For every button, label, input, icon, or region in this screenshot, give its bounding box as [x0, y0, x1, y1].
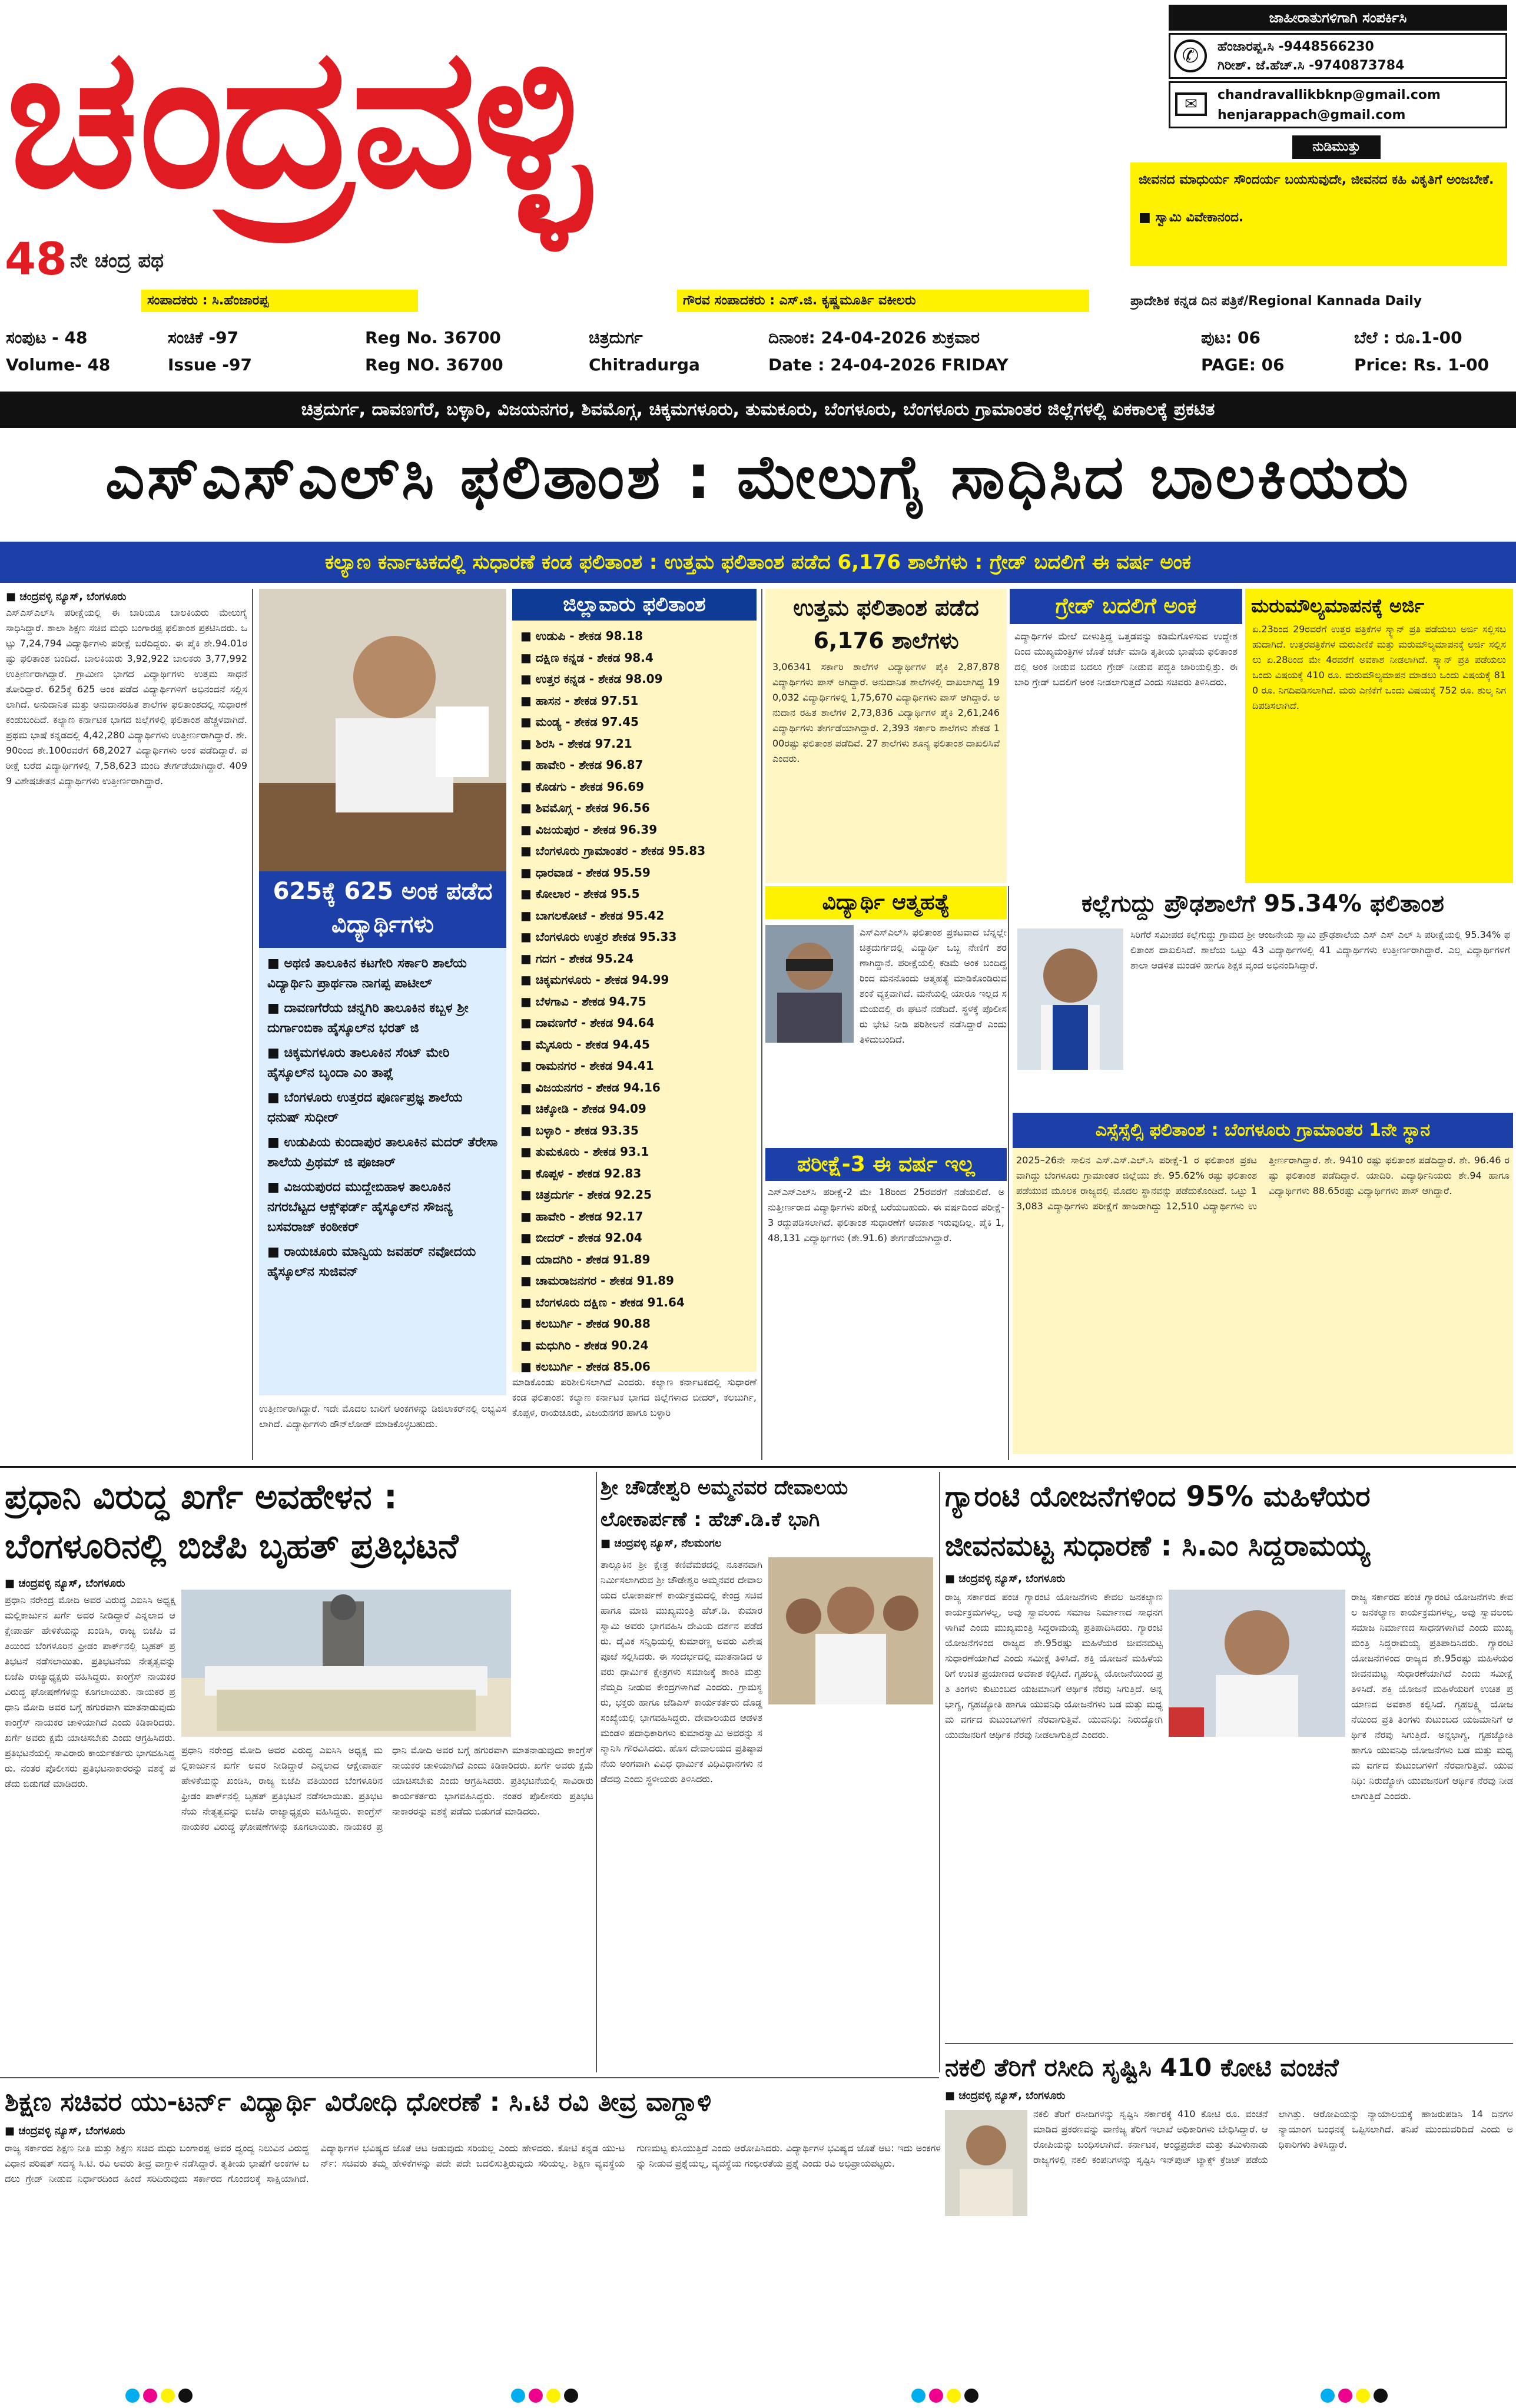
suicide-title: ವಿದ್ಯಾರ್ಥಿ ಆತ್ಮಹತ್ಯೆ — [765, 886, 1007, 919]
color-dots — [0, 2386, 1516, 2406]
revaluation-title: ಮರುಮೌಲ್ಯಮಾಪನಕ್ಕೆ ಅರ್ಜಿ — [1251, 595, 1425, 617]
temple-headline-1: ಶ್ರೀ ಚೌಡೇಶ್ವರಿ ಅಮ್ಮನವರ ದೇವಾಲಯ — [601, 1476, 848, 1500]
district-result-item: ■ ಮಧುಗಿರಿ - ಶೇಕಡ 90.24 — [520, 1338, 649, 1352]
district-result-item: ■ ಕಲಬುರ್ಗಿ - ಶೇಕಡ 85.06 — [520, 1359, 651, 1374]
editor-box: ಸಂಪಾದಕರು : ಸಿ.ಹೆಂಜಾರಪ್ಪ — [141, 290, 418, 312]
district-result-item: ■ ವಿಜಯಪುರ - ಶೇಕಡ 96.39 — [520, 822, 658, 837]
grade-box — [1010, 589, 1242, 883]
topper-item: ■ ರಾಯಚೂರು ಮಾನ್ವಿಯ ಜವಹರ್ ನವೋದಯ ಹೈಸ್ಕೂಲ್‌ನ ಸುಜಿವನ್ — [267, 1245, 476, 1279]
kharge-body: ಪ್ರಧಾನಿ ನರೇಂದ್ರ ಮೋದಿ ಅವರ ವಿರುದ್ಧ ಎಐಸಿಸಿ ಅಧ್ಯಕ್ಷ ಮಲ್ಲಿಕಾರ್ಜುನ ಖರ್ಗೆ ಅವರ ನೀಡಿದ್ದಾರೆ ಎನ್ನಲಾದ ಆಕ್ಷೇಪಾರ್ಹ ಹೇಳಿಕೆಯನ್ನು ಖಂಡಿಸಿ, ರಾಜ್ಯ ಬಿಜೆಪಿ ವತಿಯಿಂದ ಬೆಂಗಳೂರಿನ ಫ್ರೀಡಂ ಪಾರ್ಕ್‌ನಲ್ಲಿ ಬೃಹತ್ ಪ್ರತಿಭಟನೆ ನಡೆಸಲಾಯಿತು. ಪ್ರತಿಭಟನೆಯ ನೇತೃತ್ವವನ್ನು ಬಿಜೆಪಿ ರಾಜ್ಯಾಧ್ಯಕ್ಷರು ವಹಿಸಿದ್ದರು. ಕಾಂಗ್ರೆಸ್ ನಾಯಕರ ವಿರುದ್ಧ ಘೋಷಣೆಗಳನ್ನು ಕೂಗಲಾಯಿತು. ನಾಯಕರ ಪ್ರಧಾನಿ ಮೋದಿ ಅವರ ಬಗ್ಗೆ ಹಗುರವಾಗಿ ಮಾತನಾಡುವುದು ಕಾಂಗ್ರೆಸ್ ನಾಯಕರ ಚಾಳಿಯಾಗಿದೆ ಎಂದು ಕಿಡಿಕಾರಿದರು. ಖರ್ಗೆ ಅವರು ಕ್ಷಮೆ ಯಾಚಿಸಬೇಕು ಎಂದು ಆಗ್ರಹಿಸಿದರು. ಪ್ರತಿಭಟನೆಯಲ್ಲಿ ಸಾವಿರಾರು ಕಾರ್ಯಕರ್ತರು ಭಾಗವಹಿಸಿದ್ದರು. ನಂತರ ಪೊಲೀಸರು ಪ್ರತಿಭಟನಾಕಾರರನ್ನು ವಶಕ್ಕೆ ಪಡೆದು ಬಿಡುಗಡೆ ಮಾಡಿದರು. — [5, 1594, 175, 1789]
best-schools-title: ಉತ್ತಮ ಫಲಿತಾಂಶ ಪಡೆದ 6,176 ಶಾಲೆಗಳು — [793, 595, 979, 654]
district-result-item: ■ ಉಡುಪಿ - ಶೇಕಡ 98.18 — [520, 629, 643, 643]
honorary-editor-box: ಗೌರವ ಸಂಪಾದಕರು : ಎಸ್.ಜಿ. ಕೃಷ್ಣಮೂರ್ತಿ ವಕೀಲರು — [677, 290, 1089, 312]
district-result-item: ■ ಶಿರಸಿ - ಶೇಕಡ 97.21 — [520, 736, 632, 751]
district-result-item: ■ ಹಾವೇರಿ - ಶೇಕಡ 96.87 — [520, 758, 643, 772]
district-result-item: ■ ಬೆಂಗಳೂರು ಗ್ರಾಮಾಂತರ - ಶೇಕಡ 95.83 — [520, 844, 706, 858]
districts-bar: ಚಿತ್ರದುರ್ಗ, ದಾವಣಗೆರೆ, ಬಳ್ಳಾರಿ, ವಿಜಯನಗರ, ಶಿವಮೊಗ್ಗ, ಚಿಕ್ಕಮಗಳೂರು, ತುಮಕೂರು, ಬೆಂಗಳೂರು, ಬೆಂಗಳೂರು ಗ್ರಾಮಾಂತರ ಜಿಲ್ಲೆಗಳಲ್ಲಿ ಏಕಕಾಲಕ್ಕೆ ಪ್ರಕಟಿತ — [0, 392, 1516, 428]
district-result-item: ■ ಚಾಮರಾಜನಗರ - ಶೇಕಡ 91.89 — [520, 1273, 674, 1288]
reg-number-1: Reg No. 36700 — [365, 328, 501, 347]
lead-strap: ಕಲ್ಯಾಣ ಕರ್ನಾಟಕದಲ್ಲಿ ಸುಧಾರಣೆ ಕಂಡ ಫಲಿತಾಂಶ : ಉತ್ತಮ ಫಲಿತಾಂಶ ಪಡೆದ 6,176 ಶಾಲೆಗಳು : ಗ್ರೇಡ್ ಬದಲಿಗೆ ಈ ವರ್ಷ ಅಂಕ — [0, 542, 1516, 583]
lead-body: ಎಸ್‌ಎಸ್‌ಎಲ್‌ಸಿ ಪರೀಕ್ಷೆಯಲ್ಲಿ ಈ ಬಾರಿಯೂ ಬಾಲಕಿಯರು ಮೇಲುಗೈ ಸಾಧಿಸಿದ್ದಾರೆ. ಶಾಲಾ ಶಿಕ್ಷಣ ಸಚಿವ ಮಧು ಬಂಗಾರಪ್ಪ ಫಲಿತಾಂಶ ಪ್ರಕಟಿಸಿದರು. ಒಟ್ಟು 7,24,794 ವಿದ್ಯಾರ್ಥಿಗಳು ಪರೀಕ್ಷೆ ಬರೆದಿದ್ದರು. ಈ ಪೈಕಿ ಶೇ.94.01ರಷ್ಟು ಫಲಿತಾಂಶ ಬಂದಿದೆ. ಬಾಲಕಿಯರು 3,92,922 ಬಾಲಕರು 3,77,992 ಉತ್ತೀರ್ಣರಾಗಿದ್ದಾರೆ. ಗ್ರಾಮೀಣ ಭಾಗದ ವಿದ್ಯಾರ್ಥಿಗಳು ಉತ್ತಮ ಸಾಧನೆ ತೋರಿದ್ದಾರೆ. 625ಕ್ಕೆ 625 ಅಂಕ ಪಡೆದ ವಿದ್ಯಾರ್ಥಿಗಳಿಗೆ ಅಭಿನಂದನೆ ಸಲ್ಲಿಸಲಾಗಿದೆ. ಅನುದಾನಿತ ಮತ್ತು ಅನುದಾನರಹಿತ ಶಾಲೆಗಳ ಫಲಿತಾಂಶದಲ್ಲಿ ಸುಧಾರಣೆ ಕಂಡುಬಂದಿದೆ. ಕಲ್ಯಾಣ ಕರ್ನಾಟಕ ಭಾಗದ ಜಿಲ್ಲೆಗಳಲ್ಲಿ ಫಲಿತಾಂಶ ಹೆಚ್ಚಳವಾಗಿದೆ. ಪ್ರಥಮ ಭಾಷೆ ಕನ್ನಡದಲ್ಲಿ 4,42,280 ವಿದ್ಯಾರ್ಥಿಗಳು ಉತ್ತೀರ್ಣರಾಗಿದ್ದಾರೆ. ಶೇ.90ರಿಂದ ಶೇ.100ರವರೆಗೆ 68,2027 ವಿದ್ಯಾರ್ಥಿಗಳು ಅಂಕ ಪಡೆದಿದ್ದಾರೆ. ಪರೀಕ್ಷೆ ಬರೆದ ವಿದ್ಯಾರ್ಥಿಗಳಲ್ಲಿ 7,58,623 ಮಂದಿ ತೇರ್ಗಡೆಯಾಗಿದ್ದಾರೆ. 4099 ವಿಶೇಷಚೇತನ ವಿದ್ಯಾರ್ಥಿಗಳು ಉತ್ತೀರ್ಣರಾಗಿದ್ದಾರೆ. — [6, 607, 247, 787]
challakere-title: ಕಲ್ಲೆಗುದ್ದು ಪ್ರೌಢಶಾಲೆಗೆ 95.34% ಫಲಿತಾಂಶ — [1082, 890, 1444, 917]
student-photo — [765, 925, 854, 1043]
quote-title: ನುಡಿಮುತ್ತು — [1292, 135, 1381, 159]
district-result-item: ■ ದಕ್ಷಿಣ ಕನ್ನಡ - ಶೇಕಡ 98.4 — [520, 650, 653, 665]
lead-byline: ■ ಚಂದ್ರವಳ್ಳಿ ನ್ಯೂಸ್, ಬೆಂಗಳೂರು — [6, 591, 127, 603]
fraud-headline: ನಕಲಿ ತೆರಿಗೆ ರಸೀದಿ ಸೃಷ್ಟಿಸಿ 410 ಕೋಟಿ ವಂಚನೆ — [945, 2053, 1339, 2082]
suicide-box — [765, 886, 1007, 1145]
exam3-title: ಪರೀಕ್ಷೆ-3 ಈ ವರ್ಷ ಇಲ್ಲ — [765, 1148, 1007, 1181]
topper-item: ■ ಚಿಕ್ಕಮಗಳೂರು ತಾಲೂಕಿನ ಸೆಂಟ್ ಮೇರಿ ಹೈಸ್ಕೂಲ್‌ನ ಬೃಂದಾ ಎಂ ತಾಪ್ಲೆ — [267, 1046, 450, 1080]
issue-kn: ಸಂಚಿಕೆ -97 — [168, 328, 239, 347]
district-result-item: ■ ಯಾದಗಿರಿ - ಶೇಕಡ 91.89 — [520, 1252, 651, 1266]
toppers-title: 625ಕ್ಕೆ 625 ಅಂಕ ಪಡೆದ ವಿದ್ಯಾರ್ಥಿಗಳು — [259, 871, 506, 948]
kharge-headline-2: ಬೆಂಗಳೂರಿನಲ್ಲಿ ಬಿಜೆಪಿ ಬೃಹತ್ ಪ್ರತಿಭಟನೆ — [5, 1526, 459, 1566]
district-result-item: ■ ದಾವಣಗೆರೆ - ಶೇಕಡ 94.64 — [520, 1016, 655, 1030]
temple-photo — [768, 1557, 933, 1704]
district-results — [512, 589, 757, 1372]
volume-en: Volume- 48 — [6, 355, 111, 374]
grade-title: ಗ್ರೇಡ್ ಬದಲಿಗೆ ಅಂಕ — [1010, 589, 1242, 624]
district-result-item: ■ ಕೋಲಾರ - ಶೇಕಡ 95.5 — [520, 887, 640, 901]
district-result-item: ■ ಕೊಪ್ಪಳ - ಶೇಕಡ 92.83 — [520, 1166, 642, 1180]
district-result-item: ■ ಕೊಡಗು - ಶೇಕಡ 96.69 — [520, 779, 645, 794]
minister-photo — [259, 589, 506, 871]
guarantee-headline-2: ಜೀವನಮಟ್ಟ ಸುಧಾರಣೆ : ಸಿ.ಎಂ ಸಿದ್ದರಾಮಯ್ಯ — [945, 1530, 1370, 1563]
email-icon: ✉ — [1175, 92, 1207, 116]
kharge-headline-1: ಪ್ರಧಾನಿ ವಿರುದ್ಧ ಖರ್ಗೆ ಅವಹೇಳನ : — [5, 1477, 397, 1517]
contact-phone-2: ಗಿರೀಶ್. ಜೆ.ಹೆಚ್.ಸಿ -9740873784 — [1218, 58, 1405, 73]
grade-body: ವಿದ್ಯಾರ್ಥಿಗಳ ಮೇಲೆ ಬೀಳುತ್ತಿದ್ದ ಒತ್ತಡವನ್ನು ಕಡಿಮೆಗೊಳಿಸುವ ಉದ್ದೇಶದಿಂದ ಮುಖ್ಯಮಂತ್ರಿಗಳ ಜೊತೆ ಚರ್ಚೆ ಮಾಡಿ ತೃತೀಯ ಭಾಷೆಯ ಫಲಿತಾಂಶದಲ್ಲಿ ಅಂಕ ನೀಡುವ ಬದಲು ಗ್ರೇಡ್ ನೀಡುವ ಪದ್ಧತಿ ಜಾರಿಯಲ್ಲಿತ್ತು. ಈ ಬಾರಿ ಗ್ರೇಡ್ ಬದಲಿಗೆ ಅಂಕ ನೀಡಲಾಗುತ್ತದೆ ಎಂದು ಸಚಿವರು ತಿಳಿಸಿದರು. — [1014, 631, 1238, 688]
kharge-body-cont — [181, 1743, 593, 2069]
edition-count: 48 — [5, 233, 67, 285]
rural-body: 2025–26ನೇ ಸಾಲಿನ ಎಸ್.ಎಸ್.ಎಲ್.ಸಿ ಪರೀಕ್ಷೆ-1 ರ ಫಲಿತಾಂಶ ಪ್ರಕಟವಾಗಿದ್ದು ಬೆಂಗಳೂರು ಗ್ರಾಮಾಂತರ ಜಿಲ್ಲೆಯು ಶೇ. 95.62% ರಷ್ಟು ಫಲಿತಾಂಶ ಪಡೆಯುವ ಮೂಲಕ ರಾಜ್ಯದಲ್ಲಿ ಮೊದಲ ಸ್ಥಾನವನ್ನು ಪಡೆದುಕೊಂಡಿದೆ. ಒಟ್ಟು 13,083 ವಿದ್ಯಾರ್ಥಿಗಳು ಪರೀಕ್ಷೆಗೆ ಹಾಜರಾಗಿದ್ದು 12,510 ವಿದ್ಯಾರ್ಥಿಗಳು ಉತ್ತೀರ್ಣರಾಗಿದ್ದಾರೆ. ಶೇ. 9410 ರಷ್ಟು ಫಲಿತಾಂಶ ಪಡೆದಿದ್ದಾರೆ. ಶೇ. 96.46 ರಷ್ಟು ಫಲಿತಾಂಶ ಪಡೆದಿದ್ದಾರೆ. ಯಾದಿರಿ. ವಿದ್ಯಾರ್ಥಿನಿಯರು ಶೇ.94 ಹಾಗೂ ವಿದ್ಯಾರ್ಥಿಗಳು 88.65ರಷ್ಟು ವಿದ್ಯಾರ್ಥಿಗಳು ಪಾಸ್ ಆಗಿದ್ದಾರೆ. — [1013, 1148, 1513, 1454]
topper-item: ■ ಅಥಣಿ ತಾಲೂಕಿನ ಕಟಗೇರಿ ಸರ್ಕಾರಿ ಶಾಲೆಯ ವಿದ್ಯಾರ್ಥಿನಿ ಪ್ರಾರ್ಥನಾ ನಾಗಪ್ಪ ಪಾಟೀಲ್ — [267, 956, 467, 991]
toppers-box — [259, 871, 506, 1395]
city-kn: ಚಿತ್ರದುರ್ಗ — [589, 328, 643, 347]
quote-author-name: ಸ್ವಾಮಿ ವಿವೇಕಾನಂದ. — [1155, 210, 1244, 225]
best-schools — [765, 589, 1007, 883]
regional-label: ಪ್ರಾದೇಶಿಕ ಕನ್ನಡ ದಿನ ಪತ್ರಿಕೆ/Regional Kannada Daily — [1130, 294, 1422, 309]
fraud-body: ನಕಲಿ ತೆರಿಗೆ ರಸೀದಿಗಳನ್ನು ಸೃಷ್ಟಿಸಿ ಸರ್ಕಾರಕ್ಕೆ 410 ಕೋಟಿ ರೂ. ವಂಚನೆ ಮಾಡಿದ ಪ್ರಕರಣವನ್ನು ವಾಣಿಜ್ಯ ತೆರಿಗೆ ಇಲಾಖೆ ಅಧಿಕಾರಿಗಳು ಬೇಧಿಸಿದ್ದಾರೆ. ಆರೋಪಿಯನ್ನು ಬಂಧಿಸಲಾಗಿದೆ. ಕರ್ನಾಟಕ, ಆಂಧ್ರಪ್ರದೇಶ ಮತ್ತು ತಮಿಳುನಾಡು ರಾಜ್ಯಗಳಲ್ಲಿ ನಕಲಿ ಕಂಪನಿಗಳನ್ನು ಸೃಷ್ಟಿಸಿ ಇನ್‌ಪುಟ್ ಟ್ಯಾಕ್ಸ್ ಕ್ರೆಡಿಟ್ ಪಡೆಯಲಾಗಿತ್ತು. ಆರೋಪಿಯನ್ನು ನ್ಯಾಯಾಲಯಕ್ಕೆ ಹಾಜರುಪಡಿಸಿ 14 ದಿನಗಳ ನ್ಯಾಯಾಂಗ ಬಂಧನಕ್ಕೆ ಒಪ್ಪಿಸಲಾಗಿದೆ. ತನಿಖೆ ಮುಂದುವರಿದಿದೆ ಎಂದು ಅಧಿಕಾರಿಗಳು ತಿಳಿಸಿದ್ದಾರೆ. — [1033, 2108, 1513, 2165]
guarantee-headline-1: ಗ್ಯಾರಂಟಿ ಯೋಜನೆಗಳಿಂದ 95% ಮಹಿಳೆಯರ — [945, 1480, 1371, 1513]
issue-en: Issue -97 — [168, 355, 253, 374]
district-result-item: ■ ಬೆಂಗಳೂರು ದಕ್ಷಿಣ - ಶೇಕಡ 91.64 — [520, 1295, 685, 1309]
contact-phone-1: ಹೆಂಜಾರಪ್ಪ.ಸಿ -9448566230 — [1218, 39, 1374, 54]
kharge-body-text: ಪ್ರಧಾನಿ ನರೇಂದ್ರ ಮೋದಿ ಅವರ ವಿರುದ್ಧ ಎಐಸಿಸಿ ಅಧ್ಯಕ್ಷ ಮಲ್ಲಿಕಾರ್ಜುನ ಖರ್ಗೆ ಅವರ ನೀಡಿದ್ದಾರೆ ಎನ್ನಲಾದ ಆಕ್ಷೇಪಾರ್ಹ ಹೇಳಿಕೆಯನ್ನು ಖಂಡಿಸಿ, ರಾಜ್ಯ ಬಿಜೆಪಿ ವತಿಯಿಂದ ಬೆಂಗಳೂರಿನ ಫ್ರೀಡಂ ಪಾರ್ಕ್‌ನಲ್ಲಿ ಬೃಹತ್ ಪ್ರತಿಭಟನೆ ನಡೆಸಲಾಯಿತು. ಪ್ರತಿಭಟನೆಯ ನೇತೃತ್ವವನ್ನು ಬಿಜೆಪಿ ರಾಜ್ಯಾಧ್ಯಕ್ಷರು ವಹಿಸಿದ್ದರು. ಕಾಂಗ್ರೆಸ್ ನಾಯಕರ ವಿರುದ್ಧ ಘೋಷಣೆಗಳನ್ನು ಕೂಗಲಾಯಿತು. ನಾಯಕರ ಪ್ರಧಾನಿ ಮೋದಿ ಅವರ ಬಗ್ಗೆ ಹಗುರವಾಗಿ ಮಾತನಾಡುವುದು ಕಾಂಗ್ರೆಸ್ ನಾಯಕರ ಚಾಳಿಯಾಗಿದೆ ಎಂದು ಕಿಡಿಕಾರಿದರು. ಖರ್ಗೆ ಅವರು ಕ್ಷಮೆ ಯಾಚಿಸಬೇಕು ಎಂದು ಆಗ್ರಹಿಸಿದರು. ಪ್ರತಿಭಟನೆಯಲ್ಲಿ ಸಾವಿರಾರು ಕಾರ್ಯಕರ್ತರು ಭಾಗವಹಿಸಿದ್ದರು. ನಂತರ ಪೊಲೀಸರು ಪ್ರತಿಭಟನಾಕಾರರನ್ನು ವಶಕ್ಕೆ ಪಡೆದು ಬಿಡುಗಡೆ ಮಾಡಿದರು. — [181, 1744, 593, 1832]
topper-item: ■ ವಿಜಯಪುರದ ಮುದ್ದೇಬಿಹಾಳ ತಾಲೂಕಿನ ನಗರಬೆಟ್ಟದ ಆಕ್ಸ್‌ಫರ್ಡ್ ಹೈಸ್ಕೂಲ್‌ನ ಸೌಜನ್ಯ ಬಸವರಾಜ್ ಕಂಠೀಕರ್ — [267, 1180, 453, 1235]
ravi-headline: ಶಿಕ್ಷಣ ಸಚಿವರ ಯು-ಟರ್ನ್ ವಿದ್ಯಾರ್ಥಿ ವಿರೋಧಿ ಧೋರಣೆ : ಸಿ.ಟಿ ರವಿ ತೀವ್ರ ವಾಗ್ದಾಳಿ — [5, 2087, 712, 2117]
date-en: Date : 24-04-2026 FRIDAY — [768, 355, 1009, 374]
rural-title: ಎಸ್ಸೆಸ್ಸೆಲ್ಸಿ ಫಲಿತಾಂಶ : ಬೆಂಗಳೂರು ಗ್ರಾಮಾಂತರ 1ನೇ ಸ್ಥಾನ — [1013, 1113, 1513, 1148]
district-result-item: ■ ಚಿಕ್ಕೋಡಿ - ಶೇಕಡ 94.09 — [520, 1102, 646, 1116]
masthead-title: ಚಂದ್ರವಳ್ಳಿ — [6, 5, 588, 231]
date-kn: ದಿನಾಂಕ: 24-04-2026 ಶುಕ್ರವಾರ — [768, 328, 980, 347]
ravi-article — [5, 2082, 941, 2382]
fraud-article — [945, 2048, 1513, 2383]
district-result-item: ■ ಮೈಸೂರು - ಶೇಕಡ 94.45 — [520, 1037, 650, 1052]
district-result-item: ■ ಉತ್ತರ ಕನ್ನಡ - ಶೇಕಡ 98.09 — [520, 672, 663, 686]
district-results-footer: ಮಾಡಿಕೊಂಡು ಪರಿಶೀಲಿಸಲಾಗಿದೆ ಎಂದರು. ಕಲ್ಯಾಣ ಕರ್ನಾಟಕದಲ್ಲಿ ಸುಧಾರಣೆ ಕಂಡ ಫಲಿತಾಂಶ: ಕಲ್ಯಾಣ ಕರ್ನಾಟಕ ಭಾಗದ ಜಿಲ್ಲೆಗಳಾದ ಬೀದರ್, ಕಲಬುರ್ಗಿ, ಕೊಪ್ಪಳ, ರಾಯಚೂರು, ವಿಜಯನಗರ ಹಾಗೂ ಬಳ್ಳಾರಿ — [512, 1377, 757, 1418]
temple-body: ತಾಲ್ಲೂಕಿನ ಶ್ರೀ ಕ್ಷೇತ್ರ ಕಣಿವೆಮಠದಲ್ಲಿ ನೂತನವಾಗಿ ನಿರ್ಮಿಸಲಾಗಿರುವ ಶ್ರೀ ಚೌಡೇಶ್ವರಿ ಅಮ್ಮನವರ ದೇವಾಲಯದ ಲೋಕಾರ್ಪಣೆ ಕಾರ್ಯಕ್ರಮದಲ್ಲಿ ಕೇಂದ್ರ ಸಚಿವ ಹಾಗೂ ಮಾಜಿ ಮುಖ್ಯಮಂತ್ರಿ ಹೆಚ್.ಡಿ. ಕುಮಾರಸ್ವಾಮಿ ಅವರು ಭಾಗವಹಿಸಿ ದೇವಿಯ ದರ್ಶನ ಪಡೆದರು. ದೈವಿಕ ಸನ್ನಿಧಿಯಲ್ಲಿ ಕುಮಾರಣ್ಣ ಅವರು ವಿಶೇಷ ಪೂಜೆ ಸಲ್ಲಿಸಿದರು. ಈ ಸಂದರ್ಭದಲ್ಲಿ ಮಾತನಾಡಿದ ಅವರು ಧಾರ್ಮಿಕ ಕ್ಷೇತ್ರಗಳು ಸಮಾಜಕ್ಕೆ ಶಾಂತಿ ಮತ್ತು ನೆಮ್ಮದಿ ನೀಡುವ ಕೇಂದ್ರಗಳಾಗಿವೆ ಎಂದರು. ಗ್ರಾಮಸ್ಥರು, ಭಕ್ತರು ಹಾಗೂ ಜೆಡಿಎಸ್ ಕಾರ್ಯಕರ್ತರು ದೊಡ್ಡ ಸಂಖ್ಯೆಯಲ್ಲಿ ಭಾಗವಹಿಸಿದ್ದರು. ದೇವಾಲಯದ ಆಡಳಿತ ಮಂಡಳಿ ಪದಾಧಿಕಾರಿಗಳು ಕುಮಾರಸ್ವಾಮಿ ಅವರನ್ನು ಸನ್ಮಾನಿಸಿ ಗೌರವಿಸಿದರು. ಹೊಸ ದೇವಾಲಯದ ಪ್ರತಿಷ್ಠಾಪನೆಯ ಅಂಗವಾಗಿ ವಿವಿಧ ಧಾರ್ಮಿಕ ವಿಧಿವಿಧಾನಗಳು ನಡೆದವು ಎಂದು ಸ್ಥಳೀಯರು ತಿಳಿಸಿದರು. — [601, 1559, 762, 1785]
kharge-article — [5, 1472, 593, 2072]
district-result-item: ■ ತುಮಕೂರು - ಶೇಕಡ 93.1 — [520, 1145, 649, 1159]
lead-article — [6, 589, 247, 1460]
info-row — [0, 321, 1516, 387]
district-result-item: ■ ರಾಮನಗರ - ಶೇಕಡ 94.41 — [520, 1059, 654, 1073]
quote-text: ಜೀವನದ ಮಾಧುರ್ಯ ಸೌಂದರ್ಯ ಬಯಸುವುದೇ, ಜೀವನದ ಕಹಿ ವಿಕೃತಿಗೆ ಅಂಜಬೇಕೆ. — [1139, 173, 1494, 187]
district-result-item: ■ ಚಿತ್ರದುರ್ಗ - ಶೇಕಡ 92.25 — [520, 1188, 652, 1202]
suicide-body: ಎಸ್‌ಎಸ್‌ಎಲ್‌ಸಿ ಫಲಿತಾಂಶ ಪ್ರಕಟವಾದ ಬೆನ್ನಲ್ಲೇ ಚಿತ್ರದುರ್ಗದಲ್ಲಿ ವಿದ್ಯಾರ್ಥಿ ಒಬ್ಬ ನೇಣಿಗೆ ಶರಣಾಗಿದ್ದಾನೆ. ಪರೀಕ್ಷೆಯಲ್ಲಿ ಕಡಿಮೆ ಅಂಕ ಬಂದಿದ್ದರಿಂದ ಮನನೊಂದು ಆತ್ಮಹತ್ಯೆ ಮಾಡಿಕೊಂಡಿರುವ ಶಂಕೆ ವ್ಯಕ್ತವಾಗಿದೆ. ಮನೆಯಲ್ಲಿ ಯಾರೂ ಇಲ್ಲದ ಸಮಯದಲ್ಲಿ ಈ ಘಟನೆ ನಡೆದಿದೆ. ಸ್ಥಳಕ್ಕೆ ಪೊಲೀಸರು ಭೇಟಿ ನೀಡಿ ಪರಿಶೀಲನೆ ನಡೆಸಿದ್ದಾರೆ ಎಂದು ತಿಳಿದುಬಂದಿದೆ. — [860, 927, 1007, 1045]
protest-photo — [181, 1590, 511, 1737]
whatsapp-icon: ✆ — [1174, 39, 1207, 72]
temple-headline-2: ಲೋಕಾರ್ಪಣೆ : ಹೆಚ್.ಡಿ.ಕೆ ಭಾಗಿ — [601, 1508, 820, 1531]
district-result-item: ■ ಧಾರವಾಡ - ಶೇಕಡ 95.59 — [520, 865, 651, 880]
district-result-item: ■ ಕಲಬುರ್ಗಿ - ಶೇಕಡ 90.88 — [520, 1316, 651, 1331]
topper-item: ■ ಉಡುಪಿಯ ಕುಂದಾಪುರ ತಾಲೂಕಿನ ಮದರ್ ತೆರೇಸಾ ಶಾಲೆಯ ಪ್ರಿಥಮ್ ಜಿ ಪೂಜಾರ್ — [267, 1135, 498, 1170]
district-result-item: ■ ಹಾವೇರಿ - ಶೇಕಡ 92.17 — [520, 1209, 643, 1223]
ravi-body: ರಾಜ್ಯ ಸರ್ಕಾರದ ಶಿಕ್ಷಣ ನೀತಿ ಮತ್ತು ಶಿಕ್ಷಣ ಸಚಿವ ಮಧು ಬಂಗಾರಪ್ಪ ಅವರ ದ್ವಂದ್ವ ನಿಲುವಿನ ವಿರುದ್ಧ ವಿಧಾನ ಪರಿಷತ್ ಸದಸ್ಯ ಸಿ.ಟಿ. ರವಿ ಅವರು ತೀವ್ರ ವಾಗ್ದಾಳಿ ನಡೆಸಿದ್ದಾರೆ. ತೃತೀಯ ಭಾಷೆಗೆ ಅಂಕಗಳ ಬದಲು ಗ್ರೇಡ್ ನೀಡುವ ನಿರ್ಧಾರದಿಂದ ಹಿಂದೆ ಸರಿದಿರುವುದು ಸರ್ಕಾರದ ಗೊಂದಲಕ್ಕೆ ಸಾಕ್ಷಿಯಾಗಿದೆ. ವಿದ್ಯಾರ್ಥಿಗಳ ಭವಿಷ್ಯದ ಜೊತೆ ಆಟ ಆಡುವುದು ಸರಿಯಲ್ಲ ಎಂದು ಹೇಳಿದರು. ಕೋಟಿ ಕನ್ನಡ ಯು-ಟರ್ನ್: ಸಚಿವರು ತಮ್ಮ ಹೇಳಿಕೆಗಳನ್ನು ಪದೇ ಪದೇ ಬದಲಿಸುತ್ತಿರುವುದು ಸರಿಯಲ್ಲ. ಶಿಕ್ಷಣ ವ್ಯವಸ್ಥೆಯ ಗುಣಮಟ್ಟ ಕುಸಿಯುತ್ತಿದೆ ಎಂದು ಆರೋಪಿಸಿದರು. ವಿದ್ಯಾರ್ಥಿಗಳ ಭವಿಷ್ಯದ ಜೊತೆ ಆಟ: ಇದು ಅಂಕಗಳನ್ನು ನೀಡುವ ಪ್ರಶ್ನೆಯಲ್ಲ, ವ್ಯವಸ್ಥೆಯ ಗಂಭೀರತೆಯ ಪ್ರಶ್ನೆ ಎಂದು ರವಿ ಅಭಿಪ್ರಾಯಪಟ್ಟರು. — [5, 2142, 941, 2184]
exam3-box — [765, 1148, 1007, 1460]
rural-box — [1013, 1113, 1513, 1460]
registration-marks — [0, 2386, 1516, 2406]
page-kn: ಪುಟ: 06 — [1201, 328, 1260, 347]
ravi-byline: ■ ಚಂದ್ರವಳ್ಳಿ ನ್ಯೂಸ್, ಬೆಂಗಳೂರು — [5, 2125, 125, 2137]
revaluation-body: ಏ.23ರಿಂದ 29ರವರೆಗೆ ಉತ್ತರ ಪತ್ರಿಕೆಗಳ ಸ್ಕ್ಯಾನ್ ಪ್ರತಿ ಪಡೆಯಲು ಅರ್ಜಿ ಸಲ್ಲಿಸಬಹುದಾಗಿದೆ. ಉತ್ತರಪತ್ರಿಕೆಗಳ ಮರುಎಣಿಕೆ ಮತ್ತು ಮರುಮೌಲ್ಯಮಾಪನಕ್ಕೆ ಅರ್ಜಿ ಸಲ್ಲಿಸಲು ಏ.28ರಿಂದ ಮೇ 4ರವರೆಗೆ ಅವಕಾಶ ನೀಡಲಾಗಿದೆ. ಸ್ಕ್ಯಾನ್ ಪ್ರತಿ ಪಡೆಯಲು ಒಂದು ವಿಷಯಕ್ಕೆ 410 ರೂ. ಮರುಮೌಲ್ಯಮಾಪನ ಮಾಡಲು ಒಂದು ವಿಷಯಕ್ಕೆ 810 ರೂ. ನಿಗದಿಪಡಿಸಲಾಗಿದೆ. ಮರು ಎಣಿಕೆಗೆ ಒಂದು ವಿಷಯಕ್ಕೆ 752 ರೂ. ಶುಲ್ಕ ನಿಗದಿಪಡಿಸಲಾಗಿದೆ. — [1252, 623, 1506, 711]
email-1: chandravallikbknp@gmail.com — [1218, 88, 1441, 102]
district-result-item: ■ ಬಳ್ಳಾರಿ - ಶೇಕಡ 93.35 — [520, 1123, 639, 1137]
edition-suffix: ನೇ ಚಂದ್ರ ಪಥ — [69, 249, 164, 273]
fraud-byline: ■ ಚಂದ್ರವಳ್ಳಿ ನ್ಯೂಸ್, ಬೆಂಗಳೂರು — [945, 2089, 1066, 2102]
reg-number-2: Reg NO. 36700 — [365, 355, 503, 374]
quote-box — [1130, 162, 1507, 266]
guarantee-byline: ■ ಚಂದ್ರವಳ್ಳಿ ನ್ಯೂಸ್, ಬೆಂಗಳೂರು — [945, 1573, 1066, 1585]
district-list — [512, 621, 757, 1382]
guarantee-body-right — [1351, 1590, 1513, 2037]
district-results-title: ಜಿಲ್ಲಾವಾರು ಫಲಿತಾಂಶ — [512, 589, 757, 621]
guarantee-article — [945, 1472, 1513, 2043]
accused-photo — [945, 2110, 1027, 2216]
contact-phones — [1169, 33, 1507, 79]
price-en: Price: Rs. 1-00 — [1354, 355, 1490, 374]
challakere-body: ಸಿರಿಗೆರೆ ಸಮೀಪದ ಕಲ್ಲೆಗುದ್ದು ಗ್ರಾಮದ ಶ್ರೀ ಆಂಜನೇಯ ಸ್ವಾಮಿ ಪ್ರೌಢಶಾಲೆಯ ಎಸ್ ಎಸ್ ಎಲ್ ಸಿ ಪರೀಕ್ಷೆಯಲ್ಲಿ 95.34% ಫಲಿತಾಂಶ ದಾಖಲಿಸಿದೆ. ಶಾಲೆಯ ಒಟ್ಟು 43 ವಿದ್ಯಾರ್ಥಿಗಳಲ್ಲಿ 41 ವಿದ್ಯಾರ್ಥಿಗಳು ಉತ್ತೀರ್ಣರಾಗಿದ್ದಾರೆ. ಎಲ್ಲ ವಿದ್ಯಾರ್ಥಿಗಳಿಗೆ ಶಾಲಾ ಆಡಳಿತ ಮಂಡಳಿ ಹಾಗೂ ಶಿಕ್ಷಕ ವೃಂದ ಅಭಿನಂದಿಸಿದ್ದಾರೆ. — [1130, 929, 1510, 971]
topper-item: ■ ದಾವಣಗೆರೆಯ ಚನ್ನಗಿರಿ ತಾಲೂಕಿನ ಕಬ್ಬಳ ಶ್ರೀ ದುರ್ಗಾಂಬಿಕಾ ಹೈಸ್ಕೂಲ್‌ನ ಭರತ್ ಜಿ — [267, 1001, 469, 1036]
district-result-item: ■ ಗದಗ - ಶೇಕಡ 95.24 — [520, 951, 634, 966]
topper-item: ■ ಬೆಂಗಳೂರು ಉತ್ತರದ ಪೂರ್ಣಪ್ರಜ್ಞ ಶಾಲೆಯ ಧನುಷ್ ಸುಧೀರ್ — [267, 1090, 463, 1125]
page-en: PAGE: 06 — [1201, 355, 1285, 374]
guarantee-body: ರಾಜ್ಯ ಸರ್ಕಾರದ ಪಂಚ ಗ್ಯಾರಂಟಿ ಯೋಜನೆಗಳು ಕೇವಲ ಜನಕಲ್ಯಾಣ ಕಾರ್ಯಕ್ರಮಗಳಲ್ಲ, ಅವು ಸ್ವಾವಲಂಬಿ ಸಮಾಜ ನಿರ್ಮಾಣದ ಸಾಧನಗಳಾಗಿವೆ ಎಂದು ಮುಖ್ಯಮಂತ್ರಿ ಸಿದ್ದರಾಮಯ್ಯ ಪ್ರತಿಪಾದಿಸಿದರು. ಗ್ಯಾರಂಟಿ ಯೋಜನೆಗಳಿಂದ ರಾಜ್ಯದ ಶೇ.95ರಷ್ಟು ಮಹಿಳೆಯರ ಜೀವನಮಟ್ಟ ಸುಧಾರಣೆಯಾಗಿದೆ ಎಂದು ಸಮೀಕ್ಷೆ ತಿಳಿಸಿದೆ. ಶಕ್ತಿ ಯೋಜನೆ ಮಹಿಳೆಯರಿಗೆ ಉಚಿತ ಪ್ರಯಾಣದ ಅವಕಾಶ ಕಲ್ಪಿಸಿದೆ. ಗೃಹಲಕ್ಷ್ಮಿ ಯೋಜನೆಯಿಂದ ಪ್ರತಿ ತಿಂಗಳು ಕುಟುಂಬದ ಯಜಮಾನಿಗೆ ಆರ್ಥಿಕ ನೆರವು ಸಿಗುತ್ತಿದೆ. ಅನ್ನಭಾಗ್ಯ, ಗೃಹಜ್ಯೋತಿ ಹಾಗೂ ಯುವನಿಧಿ ಯೋಜನೆಗಳು ಬಡ ಮತ್ತು ಮಧ್ಯಮ ವರ್ಗದ ಕುಟುಂಬಗಳಿಗೆ ನೆರವಾಗುತ್ತಿವೆ. ಯುವನಿಧಿ: ನಿರುದ್ಯೋಗಿ ಯುವಜನರಿಗೆ ಆರ್ಥಿಕ ನೆರವು ನೀಡಲಾಗುತ್ತಿದೆ ಎಂದರು. — [945, 1591, 1163, 1740]
lead-headline: ಎಸ್‌ಎಸ್‌ಎಲ್‌ಸಿ ಫಲಿತಾಂಶ : ಮೇಲುಗೈ ಸಾಧಿಸಿದ ಬಾಲಕಿಯರು — [105, 441, 1411, 513]
contact-title: ಜಾಹೀರಾತುಗಳಿಗಾಗಿ ಸಂಪರ್ಕಿಸಿ — [1169, 5, 1507, 31]
district-result-item: ■ ಶಿವಮೊಗ್ಗ - ಶೇಕಡ 96.56 — [520, 801, 650, 815]
temple-byline: ■ ಚಂದ್ರವಳ್ಳಿ ನ್ಯೂಸ್, ನೆಲಮಂಗಲ — [601, 1537, 722, 1550]
revaluation-box — [1245, 589, 1513, 883]
quote-author: ■ ಸ್ವಾಮಿ ವಿವೇಕಾನಂದ. — [1139, 210, 1244, 225]
challakere-box — [1013, 886, 1513, 1110]
cm-photo — [1169, 1590, 1345, 1737]
district-result-item: ■ ಮಂಡ್ಯ - ಶೇಕಡ 97.45 — [520, 715, 639, 729]
lead-caption: ಉತ್ತೀರ್ಣರಾಗಿದ್ದಾರೆ. ಇದೇ ಮೊದಲ ಬಾರಿಗೆ ಅಂಕಗಳನ್ನು ಡಿಜಿಲಾಕರ್‌ನಲ್ಲಿ ಲಭ್ಯವಿಸಲಾಗಿದೆ. ವಿದ್ಯಾರ್ಥಿಗಳು ಡೌನ್‌ಲೋಡ್ ಮಾಡಿಕೊಳ್ಳಬಹುದು. — [259, 1403, 506, 1429]
district-result-item: ■ ಬಾಗಲಕೋಟೆ - ಶೇಕಡ 95.42 — [520, 908, 665, 923]
district-result-item: ■ ವಿಜಯನಗರ - ಶೇಕಡ 94.16 — [520, 1080, 661, 1094]
best-schools-body: 3,06341 ಸರ್ಕಾರಿ ಶಾಲೆಗಳ ವಿದ್ಯಾರ್ಥಿಗಳ ಪೈಕಿ 2,87,878 ವಿದ್ಯಾರ್ಥಿಗಳು ಪಾಸ್ ಆಗಿದ್ದಾರೆ. ಅನುದಾನಿತ ಶಾಲೆಗಳಲ್ಲಿ ದಾಖಲಾಗಿದ್ದ 190,032 ವಿದ್ಯಾರ್ಥಿಗಳಲ್ಲಿ 1,75,670 ವಿದ್ಯಾರ್ಥಿಗಳು ಪಾಸ್ ಆಗಿದ್ದಾರೆ. ಅನುದಾನ ರಹಿತ ಶಾಲೆಗಳ 2,73,836 ವಿದ್ಯಾರ್ಥಿಗಳ ಪೈಕಿ 2,61,246 ವಿದ್ಯಾರ್ಥಿಗಳು ತೇರ್ಗಡೆಯಾಗಿದ್ದಾರೆ. 2,393 ಸರ್ಕಾರಿ ಶಾಲೆಗಳು ಶೇಕಡ 100ರಷ್ಟು ಫಲಿತಾಂಶ ಪಡೆದಿವೆ. 27 ಶಾಲೆಗಳು ಶೂನ್ಯ ಫಲಿತಾಂಶ ದಾಖಲಿಸಿವೆ ಎಂದರು. — [772, 661, 1000, 764]
temple-article — [601, 1472, 936, 2072]
toppers-list — [259, 948, 506, 1293]
district-result-item: ■ ಚಿಕ್ಕಮಗಳೂರು - ಶೇಕಡ 94.99 — [520, 973, 669, 987]
district-result-item: ■ ಬೀದರ್ - ಶೇಕಡ 92.04 — [520, 1230, 642, 1245]
contact-emails — [1169, 81, 1507, 128]
district-result-item: ■ ಬೆಳಗಾವಿ - ಶೇಕಡ 94.75 — [520, 994, 646, 1009]
kharge-byline: ■ ಚಂದ್ರವಳ್ಳಿ ನ್ಯೂಸ್, ಬೆಂಗಳೂರು — [5, 1577, 125, 1590]
email-2: henjarappach@gmail.com — [1218, 108, 1406, 122]
district-result-item: ■ ಬೆಂಗಳೂರು ಉತ್ತರ ಶೇಕಡ 95.33 — [520, 930, 677, 944]
guarantee-body-text: ರಾಜ್ಯ ಸರ್ಕಾರದ ಪಂಚ ಗ್ಯಾರಂಟಿ ಯೋಜನೆಗಳು ಕೇವಲ ಜನಕಲ್ಯಾಣ ಕಾರ್ಯಕ್ರಮಗಳಲ್ಲ, ಅವು ಸ್ವಾವಲಂಬಿ ಸಮಾಜ ನಿರ್ಮಾಣದ ಸಾಧನಗಳಾಗಿವೆ ಎಂದು ಮುಖ್ಯಮಂತ್ರಿ ಸಿದ್ದರಾಮಯ್ಯ ಪ್ರತಿಪಾದಿಸಿದರು. ಗ್ಯಾರಂಟಿ ಯೋಜನೆಗಳಿಂದ ರಾಜ್ಯದ ಶೇ.95ರಷ್ಟು ಮಹಿಳೆಯರ ಜೀವನಮಟ್ಟ ಸುಧಾರಣೆಯಾಗಿದೆ ಎಂದು ಸಮೀಕ್ಷೆ ತಿಳಿಸಿದೆ. ಶಕ್ತಿ ಯೋಜನೆ ಮಹಿಳೆಯರಿಗೆ ಉಚಿತ ಪ್ರಯಾಣದ ಅವಕಾಶ ಕಲ್ಪಿಸಿದೆ. ಗೃಹಲಕ್ಷ್ಮಿ ಯೋಜನೆಯಿಂದ ಪ್ರತಿ ತಿಂಗಳು ಕುಟುಂಬದ ಯಜಮಾನಿಗೆ ಆರ್ಥಿಕ ನೆರವು ಸಿಗುತ್ತಿದೆ. ಅನ್ನಭಾಗ್ಯ, ಗೃಹಜ್ಯೋತಿ ಹಾಗೂ ಯುವನಿಧಿ ಯೋಜನೆಗಳು ಬಡ ಮತ್ತು ಮಧ್ಯಮ ವರ್ಗದ ಕುಟುಂಬಗಳಿಗೆ ನೆರವಾಗುತ್ತಿವೆ. ಯುವನಿಧಿ: ನಿರುದ್ಯೋಗಿ ಯುವಜನರಿಗೆ ಆರ್ಥಿಕ ನೆರವು ನೀಡಲಾಗುತ್ತಿದೆ ಎಂದರು. — [1351, 1591, 1513, 1802]
district-result-item: ■ ಹಾಸನ - ಶೇಕಡ 97.51 — [520, 693, 639, 708]
school-topper-photo — [1017, 928, 1123, 1070]
exam3-body: ಎಸ್‌ಎಸ್‌ಎಲ್‌ಸಿ ಪರೀಕ್ಷೆ-2 ಮೇ 18ರಿಂದ 25ರವರೆಗೆ ನಡೆಯಲಿದೆ. ಅನುತ್ತೀರ್ಣರಾದ ವಿದ್ಯಾರ್ಥಿಗಳು ಪರೀಕ್ಷೆ ಬರೆಯಬಹುದು. ಈ ವರ್ಷದಿಂದ ಪರೀಕ್ಷೆ-3 ರದ್ದುಪಡಿಸಲಾಗಿದೆ. ಫಲಿತಾಂಶ ಸುಧಾರಣೆಗೆ ಅವಕಾಶ ಇರುವುದಿಲ್ಲ. ಪೈಕಿ 1,48,131 ವಿದ್ಯಾರ್ಥಿಗಳು (ಶೇ.91.6) ತೇರ್ಗಡೆಯಾಗಿದ್ದಾರೆ. — [768, 1186, 1004, 1243]
edition-number — [5, 233, 164, 285]
price-kn: ಬೆಲೆ : ರೂ.1-00 — [1354, 328, 1462, 347]
city-en: Chitradurga — [589, 355, 700, 374]
lead-photo — [259, 589, 506, 871]
volume-kn: ಸಂಪುಟ - 48 — [6, 328, 88, 347]
